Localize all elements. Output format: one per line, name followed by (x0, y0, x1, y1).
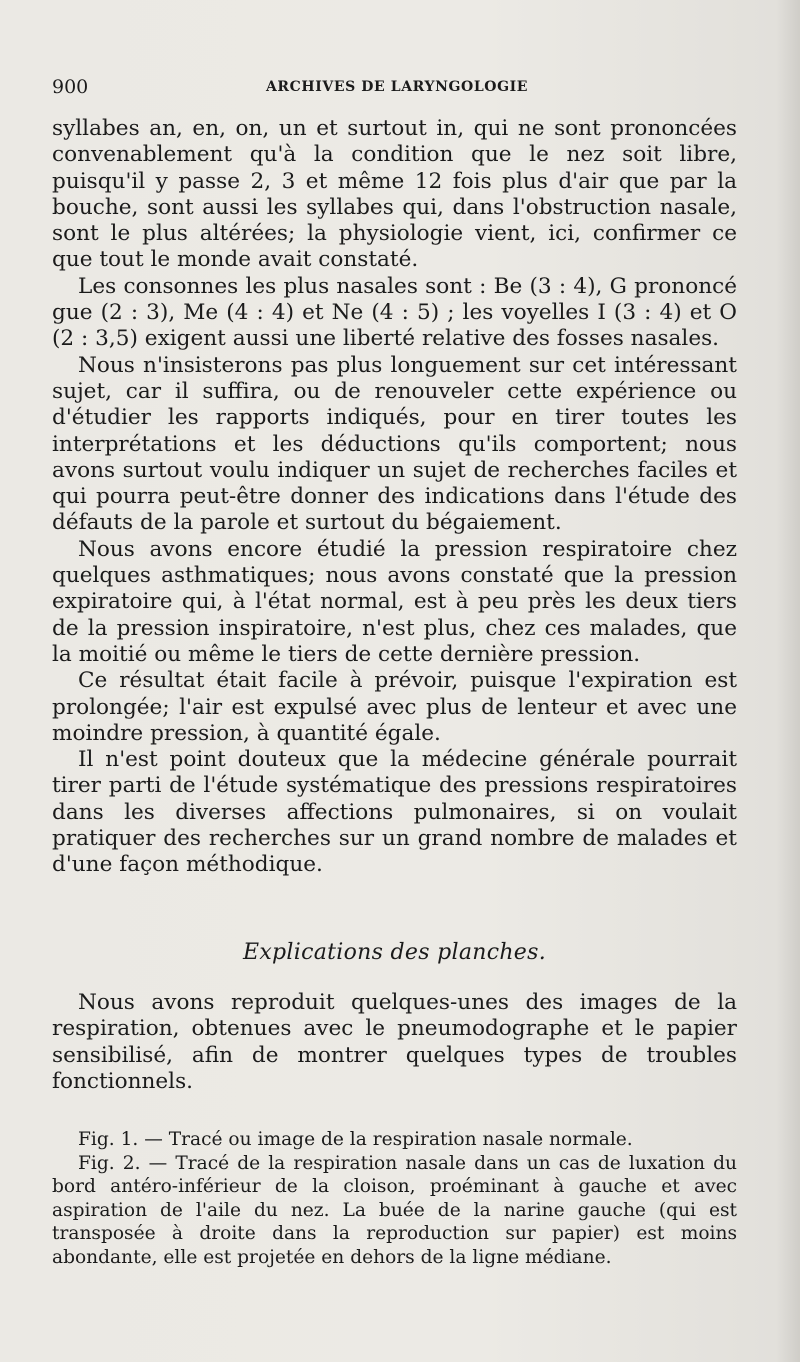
figure-captions (52, 1128, 737, 1269)
section-body (52, 990, 737, 1095)
figure-caption: Fig. 1. — Tracé ou image de la respiration nasale normale. (78, 1129, 633, 1150)
running-title: ARCHIVES DE LARYNGOLOGIE (265, 79, 529, 95)
body-text (52, 116, 737, 879)
paragraph: syllabes an, en, on, un et surtout in, qui ne sont prononcées convenablement qu'à la condition que le nez soit libre, puisqu'il y passe 2, 3 et même 12 fois plus d'air que par la bouche, sont aussi les syllabes qui, dans l'obstruction nasale, sont le plus altérées; la physiologie vient, ici, confirmer ce que tout le monde avait constaté. (52, 116, 737, 273)
page-header (52, 76, 742, 100)
paragraph: Nous avons encore étudié la pression respiratoire chez quelques asthmatiques; nous avons constaté que la pression expiratoire qui, à l'état normal, est à peu près les deux tiers de la pression inspiratoire, n'est plus, chez ces malades, que la moitié ou même le tiers de cette dernière pression. (52, 536, 737, 667)
paragraph: Il n'est point douteux que la médecine générale pourrait tirer parti de l'étude systématique des pressions respiratoires dans les diverses affections pulmonaires, si on voulait pratiquer des recherches sur un grand nombre de malades et d'une façon méthodique. (52, 747, 737, 878)
section-heading: Explications des planches. (242, 940, 547, 965)
paragraph: Nous avons reproduit quelques-unes des images de la respiration, obtenues avec le pneumodographe et le papier sensibilisé, afin de montrer quelques types de troubles fonctionnels. (52, 990, 737, 1094)
paragraph: Nous n'insisterons pas plus longuement sur cet intéressant sujet, car il suffira, ou de renouveler cette expérience ou d'étudier les rapports indiqués, pour en tirer toutes les interprétations et les déductions qu'ils comportent; nous avons surtout voulu indiquer un sujet de recherches faciles et qui pourra peut-être donner des indications dans l'étude des défauts de la parole et surtout du bégaiement. (52, 352, 737, 536)
paragraph: Ce résultat était facile à prévoir, puisque l'expiration est prolongée; l'air est expulsé avec plus de lenteur et avec une moindre pression, à quantité égale. (52, 668, 737, 746)
page-number: 900 (52, 76, 89, 98)
paragraph: Les consonnes les plus nasales sont : Be (3 : 4), G prononcé gue (2 : 3), Me (4 : 4) et Ne (4 : 5) ; les voyelles I (3 : 4) et O (2 : 3,5) exigent aussi une liberté relative des fosses nasales. (52, 273, 737, 352)
figure-caption: Fig. 2. — Tracé de la respiration nasale dans un cas de luxation du bord antéro-inférieur de la cloison, proéminant à gauche et avec aspiration de l'aile du nez. La buée de la narine gauche (qui est transposée à droite dans la reproduction sur papier) est moins abondante, elle est projetée en dehors de la ligne médiane. (52, 1152, 737, 1268)
